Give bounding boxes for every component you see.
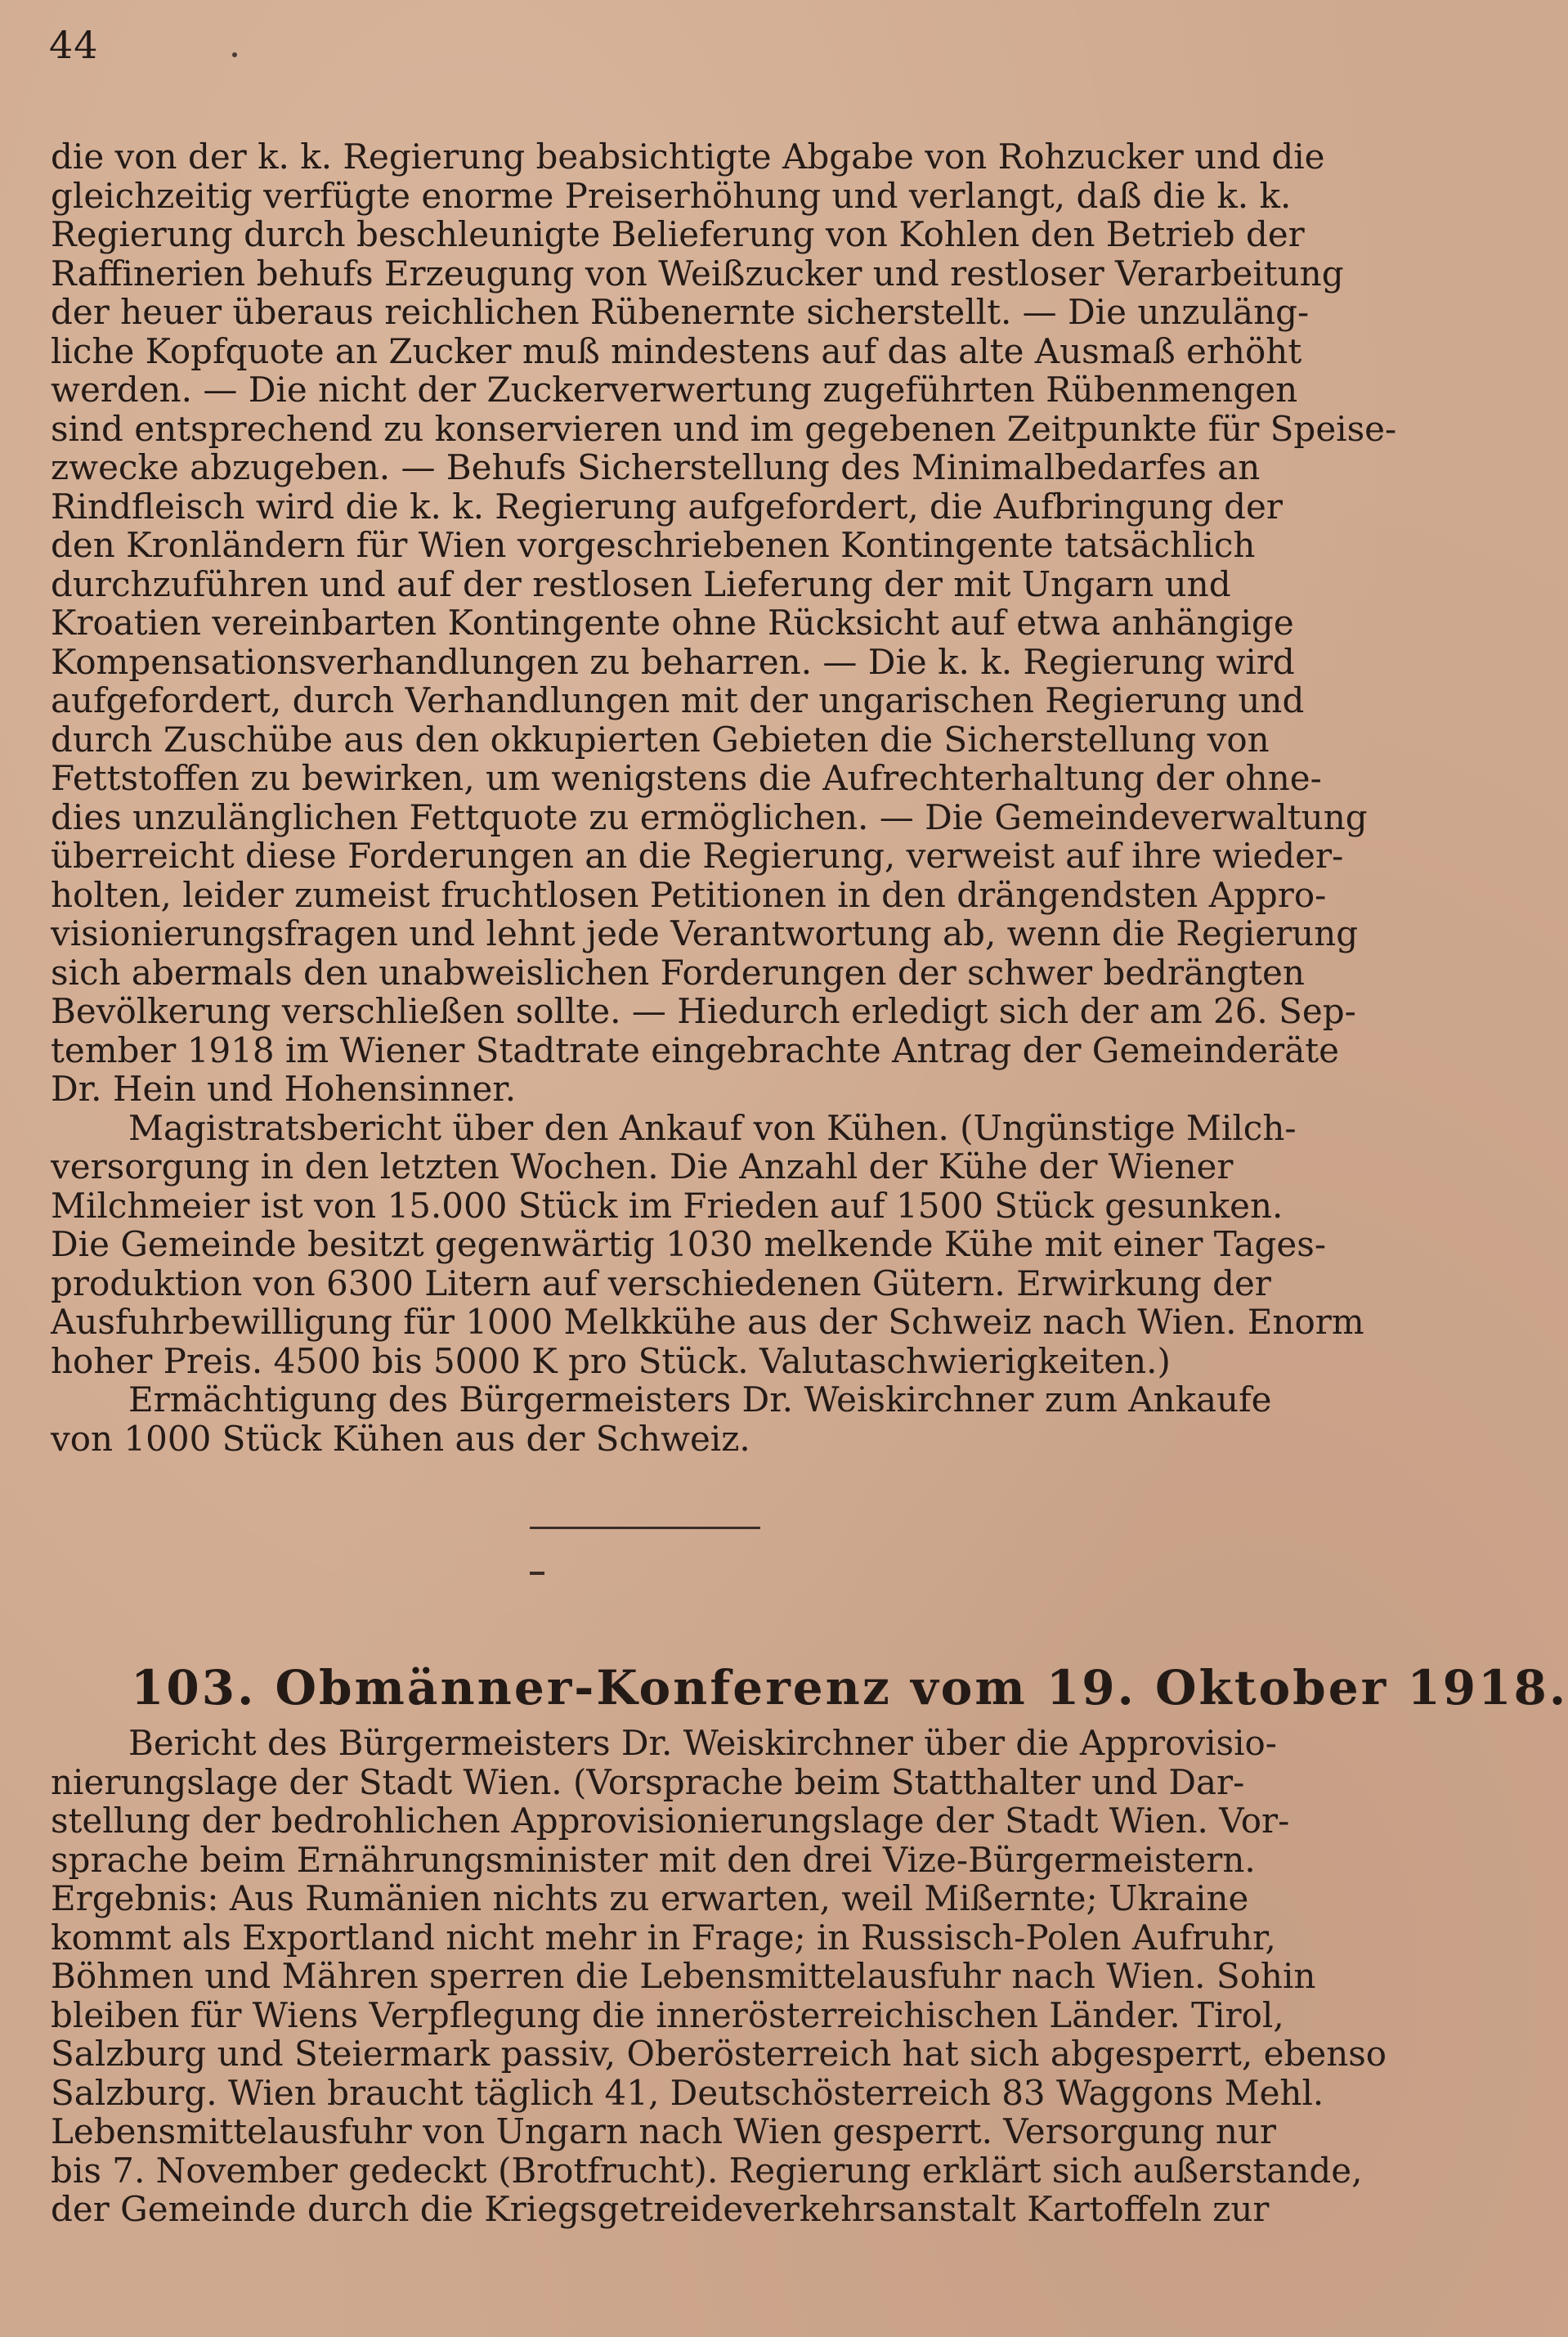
divider-mark	[530, 1572, 544, 1575]
upper-text-block	[51, 137, 1397, 1459]
text-line: Milchmeier ist von 15.000 Stück im Frieden auf 1500 Stück gesunken.	[51, 1185, 1284, 1226]
text-line: Magistratsbericht über den Ankauf von Kühen. (Ungünstige Milch-	[128, 1107, 1297, 1148]
text-line: kommt als Exportland nicht mehr in Frage; in Russisch-Polen Aufruhr,	[51, 1917, 1276, 1958]
text-line: Böhmen und Mähren sperren die Lebensmittelausfuhr nach Wien. Sohin	[51, 1956, 1316, 1996]
text-line: Ausfuhrbewilligung für 1000 Melkkühe aus der Schweiz nach Wien. Enorm	[51, 1302, 1364, 1342]
text-line: Ergebnis: Aus Rumänien nichts zu erwarten, weil Mißernte; Ukraine	[51, 1878, 1249, 1918]
text-line: bis 7. November gedeckt (Brotfrucht). Regierung erklärt sich außerstande,	[51, 2150, 1363, 2191]
text-line: hoher Preis. 4500 bis 5000 K pro Stück. Valutaschwierigkeiten.)	[51, 1340, 1171, 1381]
text-line: Lebensmittelausfuhr von Ungarn nach Wien gesperrt. Versorgung nur	[51, 2111, 1276, 2151]
text-line: den Kronländern für Wien vorgeschriebenen Kontingente tatsächlich	[51, 525, 1256, 565]
text-line: sich abermals den unabweislichen Forderungen der schwer bedrängten	[51, 952, 1305, 993]
text-line: Die Gemeinde besitzt gegenwärtig 1030 melkende Kühe mit einer Tages-	[51, 1224, 1327, 1264]
text-line: aufgefordert, durch Verhandlungen mit der ungarischen Regierung und	[51, 680, 1305, 720]
text-line: Salzburg und Steiermark passiv, Oberösterreich hat sich abgesperrt, ebenso	[51, 2034, 1387, 2074]
section-divider	[530, 1527, 760, 1529]
paragraph-supply-report	[51, 1723, 1387, 2229]
text-line: Regierung durch beschleunigte Belieferung von Kohlen den Betrieb der	[51, 214, 1305, 254]
text-line: Dr. Hein und Hohensinner.	[51, 1069, 517, 1109]
text-line: Bericht des Bürgermeisters Dr. Weiskirchner über die Approvisio-	[128, 1723, 1277, 1763]
text-line: Ermächtigung des Bürgermeisters Dr. Weiskirchner zum Ankaufe	[128, 1379, 1272, 1420]
text-line: Rindfleisch wird die k. k. Regierung aufgefordert, die Aufbringung der	[51, 486, 1283, 527]
lower-text-block	[51, 1723, 1387, 2229]
text-line: Kroatien vereinbarten Kontingente ohne Rücksicht auf etwa anhängige	[51, 603, 1294, 643]
text-line: sprache beim Ernährungsminister mit den drei Vize-Bürgermeistern.	[51, 1839, 1256, 1880]
text-line: versorgung in den letzten Wochen. Die Anzahl der Kühe der Wiener	[51, 1146, 1234, 1186]
text-line: der Gemeinde durch die Kriegsgetreideverkehrsanstalt Kartoffeln zur	[51, 2189, 1270, 2229]
text-line: überreicht diese Forderungen an die Regierung, verweist auf ihre wieder-	[51, 836, 1344, 876]
text-line: liche Kopfquote an Zucker muß mindestens auf das alte Ausmaß erhöht	[51, 330, 1302, 371]
text-line: Kompensationsverhandlungen zu beharren. — Die k. k. Regierung wird	[51, 641, 1295, 682]
section-heading: 103. Obmänner-Konferenz vom 19. Oktober 1918.	[131, 1660, 1568, 1716]
text-line: zwecke abzugeben. — Behufs Sicherstellung des Minimalbedarfes an	[51, 447, 1261, 487]
text-line: durchzuführen und auf der restlosen Lieferung der mit Ungarn und	[51, 563, 1231, 604]
text-line: durch Zuschübe aus den okkupierten Gebieten die Sicherstellung von	[51, 719, 1270, 760]
text-line: holten, leider zumeist fruchtlosen Petitionen in den drängendsten Appro-	[51, 874, 1327, 915]
text-line: gleichzeitig verfügte enorme Preiserhöhung und verlangt, daß die k. k.	[51, 175, 1292, 216]
text-line: sind entsprechend zu konservieren und im gegebenen Zeitpunkte für Speise-	[51, 408, 1397, 449]
page-number: 44	[49, 23, 99, 67]
text-line: bleiben für Wiens Verpflegung die innerösterreichischen Länder. Tirol,	[51, 1994, 1284, 2035]
text-line: der heuer überaus reichlichen Rübenernte sicherstellt. — Die unzuläng-	[51, 292, 1310, 332]
text-line: Fettstoffen zu bewirken, um wenigstens die Aufrechterhaltung der ohne-	[51, 758, 1322, 798]
print-speck	[232, 52, 237, 57]
paragraph-mayor-authorization	[51, 1379, 1272, 1459]
text-line: stellung der bedrohlichen Approvisionierungslage der Stadt Wien. Vor-	[51, 1801, 1290, 1841]
text-line: nierungslage der Stadt Wien. (Vorsprache beim Statthalter und Dar-	[51, 1761, 1245, 1802]
text-line: Bevölkerung verschließen sollte. — Hiedurch erledigt sich der am 26. Sep-	[51, 991, 1356, 1031]
text-line: werden. — Die nicht der Zuckerverwertung zugeführten Rübenmengen	[51, 370, 1298, 410]
text-line: von 1000 Stück Kühen aus der Schweiz.	[51, 1418, 750, 1459]
text-line: die von der k. k. Regierung beabsichtigte Abgabe von Rohzucker und die	[51, 137, 1325, 177]
text-line: tember 1918 im Wiener Stadtrate eingebrachte Antrag der Gemeinderäte	[51, 1029, 1339, 1070]
text-line: produktion von 6300 Litern auf verschiedenen Gütern. Erwirkung der	[51, 1263, 1271, 1303]
text-line: Raffinerien behufs Erzeugung von Weißzucker und restloser Verarbeitung	[51, 253, 1344, 294]
paragraph-cow-purchase-report	[51, 1107, 1364, 1381]
text-line: Salzburg. Wien braucht täglich 41, Deutschösterreich 83 Waggons Mehl.	[51, 2072, 1324, 2113]
text-line: dies unzulänglichen Fettquote zu ermöglichen. — Die Gemeindeverwaltung	[51, 796, 1368, 837]
text-line: visionierungsfragen und lehnt jede Verantwortung ab, wenn die Regierung	[51, 913, 1359, 953]
paragraph-council-demands	[51, 137, 1397, 1109]
